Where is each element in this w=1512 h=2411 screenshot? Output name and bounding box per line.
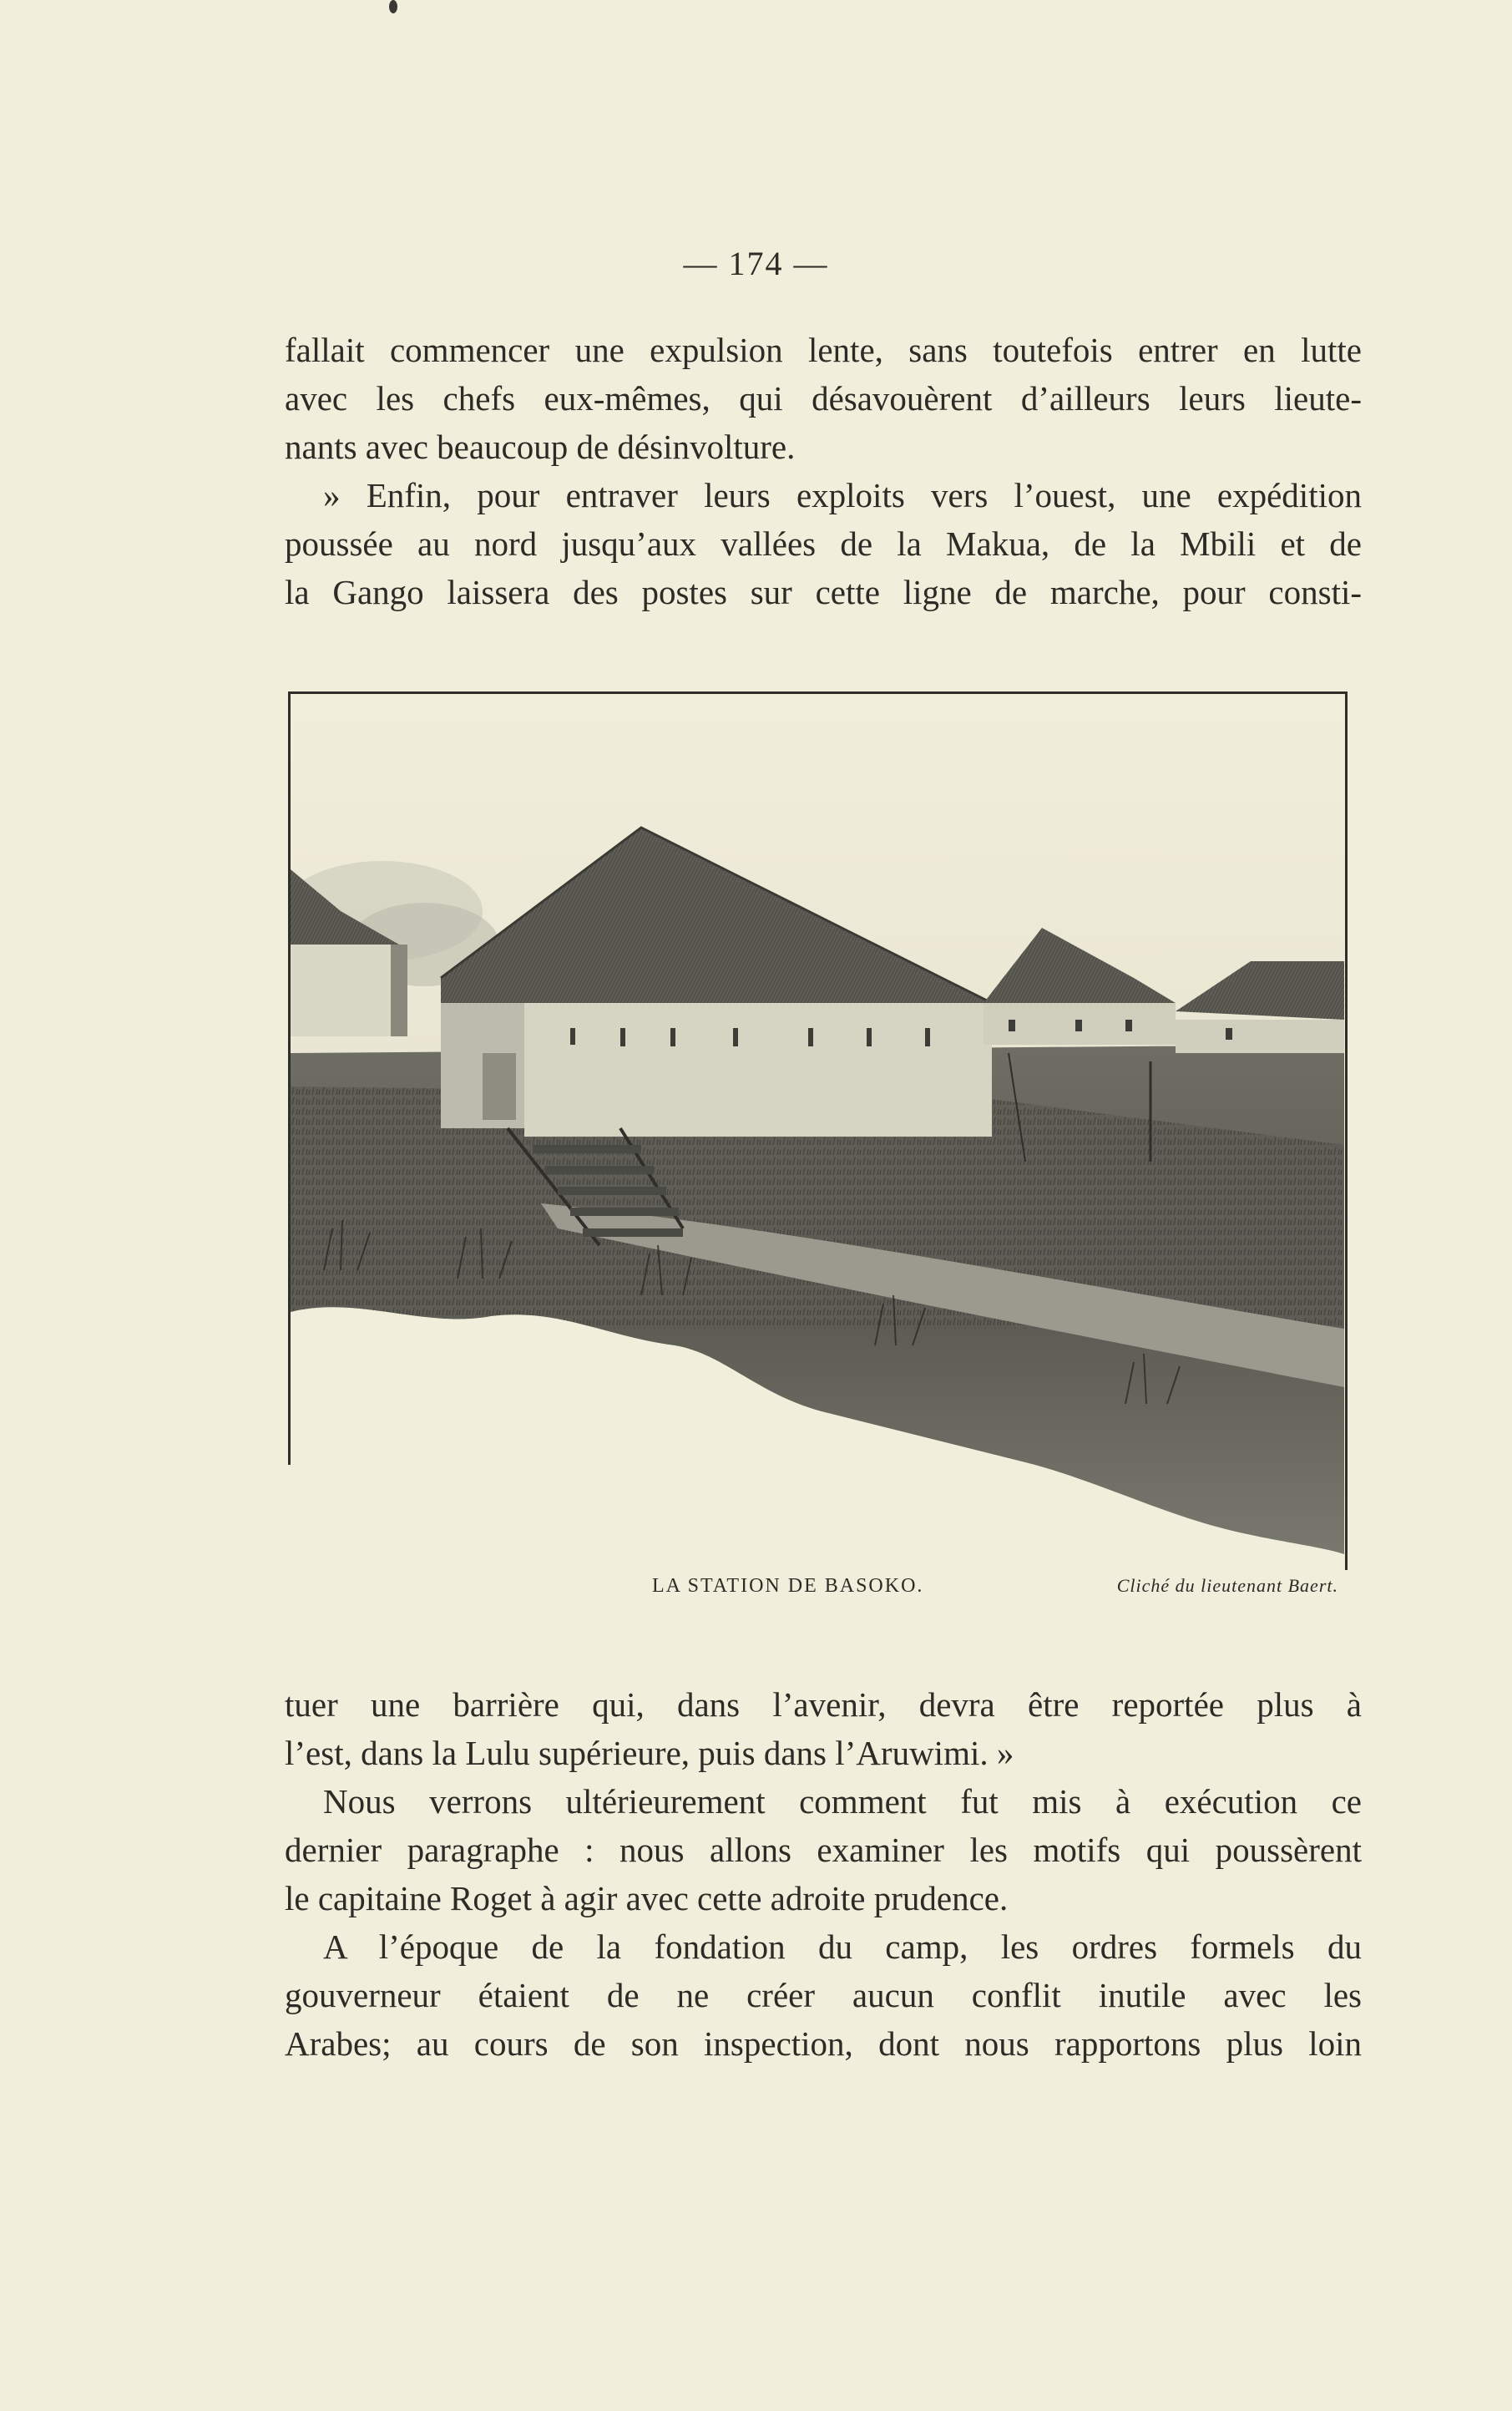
photograph-figure — [288, 691, 1347, 1570]
text-line: fallait commencer une expulsion lente, sans toutefois entrer en lutte — [285, 331, 1362, 369]
text-line: Arabes; au cours de son inspection, dont nous rapportons plus loin — [285, 2024, 1362, 2063]
text-line: la Gango laissera des postes sur cette ligne de marche, pour consti- — [285, 573, 1362, 611]
bottom-paragraphs — [285, 1680, 1362, 2068]
text-line: A l’époque de la fondation du camp, les ordres formels du — [323, 1927, 1362, 1966]
text-line: tuer une barrière qui, dans l’avenir, devra être reportée plus à — [285, 1685, 1362, 1724]
text-line: gouverneur étaient de ne créer aucun conflit inutile avec les — [285, 1976, 1362, 2014]
photo-credit: Cliché du lieutenant Baert. — [1116, 1575, 1338, 1596]
station-photograph — [291, 694, 1344, 1568]
text-line: dernier paragraphe : nous allons examiner les motifs qui poussèrent — [285, 1831, 1362, 1869]
text-line: le capitaine Roget à agir avec cette adroite prudence. — [285, 1879, 1009, 1917]
text-line: l’est, dans la Lulu supérieure, puis dans l’Aruwimi. » — [285, 1734, 1014, 1772]
figure-caption: LA STATION DE BASOKO. — [652, 1575, 924, 1597]
text-line: » Enfin, pour entraver leurs exploits vers l’ouest, une expédition — [323, 476, 1362, 514]
text-line: nants avec beaucoup de désinvolture. — [285, 428, 796, 466]
page-number: — 174 — — [683, 245, 829, 282]
ink-speck — [389, 0, 397, 13]
text-line: poussée au nord jusqu’aux vallées de la Makua, de la Mbili et de — [285, 524, 1362, 563]
text-line: avec les chefs eux-mêmes, qui désavouèrent d’ailleurs leurs lieute- — [285, 379, 1362, 418]
figure-frame-right — [1345, 691, 1348, 1570]
top-paragraphs — [285, 326, 1362, 616]
figure-caption-row — [285, 1575, 1347, 1608]
text-line: Nous verrons ultérieurement comment fut mis à exécution ce — [323, 1782, 1362, 1821]
